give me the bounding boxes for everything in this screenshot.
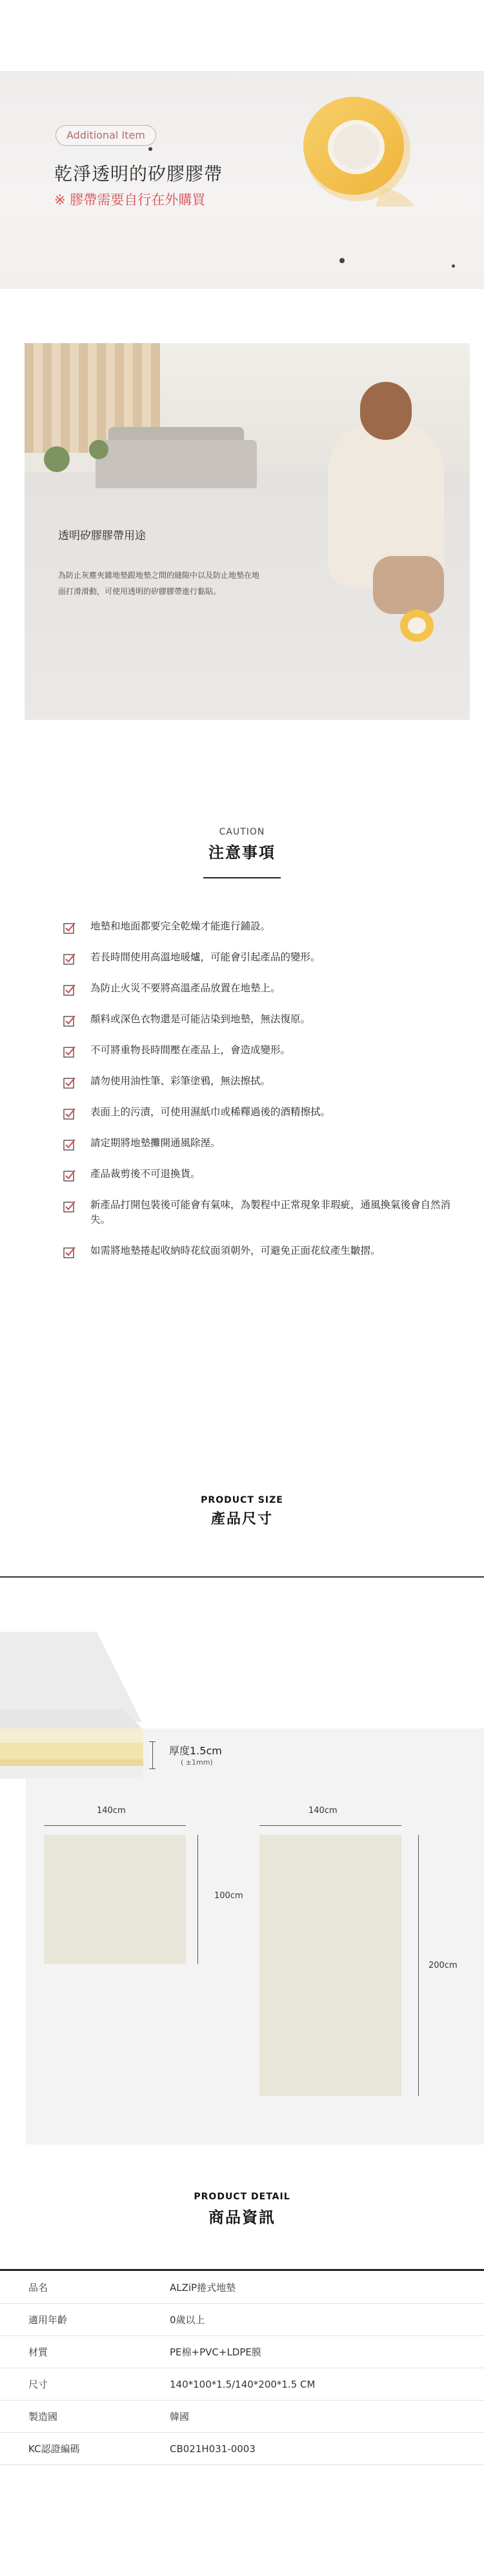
spec-row xyxy=(0,2368,484,2401)
mat-cross-section-icon xyxy=(0,1632,142,1722)
caution-item xyxy=(63,1136,450,1151)
silicone-tape-roll-icon xyxy=(298,90,414,206)
caution-item xyxy=(63,1012,450,1027)
detail-en: PRODUCT DETAIL xyxy=(194,2192,290,2202)
spec-row xyxy=(0,2433,484,2465)
spec-key: 製造國 xyxy=(0,2401,139,2433)
small-height-label: 100cm xyxy=(214,1891,243,1901)
caution-item-text: 請勿使用油性筆、彩筆塗鴉，無法擦拭。 xyxy=(90,1075,271,1087)
caution-item xyxy=(63,1243,450,1258)
detail-zh: 商品資訊 xyxy=(208,2208,276,2226)
caution-item xyxy=(63,981,450,996)
spec-value: 韓國 xyxy=(139,2401,484,2433)
caution-item-text: 請定期將地墊攤開通風除溼。 xyxy=(90,1137,221,1149)
spec-key: 材質 xyxy=(0,2336,139,2368)
checkbox-checked-icon xyxy=(63,1076,76,1089)
banner-note: ※ 膠帶需要自行在外購買 xyxy=(54,192,206,208)
size-divider xyxy=(0,1576,484,1578)
large-height-line xyxy=(418,1835,419,2096)
person-legs xyxy=(373,556,444,614)
usage-text: 為防止灰塵夾雜地墊跟地墊之間的縫隙中以及防止地墊在地面打滑滑動，可使用透明的矽膠膠帶進行黏貼。 xyxy=(58,571,260,596)
spec-value: 140*100*1.5/140*200*1.5 CM xyxy=(139,2368,484,2401)
additional-item-pill: Additional Item xyxy=(55,125,156,146)
size-header xyxy=(0,1495,484,1528)
caution-item xyxy=(63,1074,450,1089)
spec-key: KC認證編碼 xyxy=(0,2433,139,2465)
floor-speck xyxy=(148,147,152,151)
small-height-line xyxy=(197,1835,198,1964)
spec-row xyxy=(0,2401,484,2433)
spec-table xyxy=(0,2272,484,2465)
tape-roll-icon xyxy=(399,608,435,644)
thickness-tick xyxy=(149,1741,156,1742)
checkbox-checked-icon xyxy=(63,1169,76,1182)
spec-value: PE棉+PVC+LDPE膜 xyxy=(139,2336,484,2368)
spec-key: 品名 xyxy=(0,2272,139,2304)
large-width-line xyxy=(259,1825,401,1826)
checkbox-checked-icon xyxy=(63,1246,76,1259)
additional-item-banner xyxy=(0,71,484,289)
caution-item-text: 表面上的污漬，可使用濕紙巾或稀釋過後的酒精擦拭。 xyxy=(90,1106,331,1118)
thickness-bracket xyxy=(152,1741,153,1769)
plant xyxy=(89,440,108,459)
small-width-label: 140cm xyxy=(97,1806,126,1816)
large-mat xyxy=(259,1835,401,2096)
sofa xyxy=(96,440,257,488)
room-photo xyxy=(25,343,470,720)
caution-en: CAUTION xyxy=(219,827,265,837)
caution-list xyxy=(63,919,450,1274)
spec-row xyxy=(0,2272,484,2304)
checkbox-checked-icon xyxy=(63,922,76,935)
spec-row xyxy=(0,2304,484,2336)
floor-speck xyxy=(452,264,455,268)
thickness-tolerance: ( ±1mm) xyxy=(181,1758,213,1767)
size-zh: 產品尺寸 xyxy=(210,1511,273,1527)
checkbox-checked-icon xyxy=(63,953,76,966)
caution-item-text: 新產品打開包裝後可能會有氣味，為製程中正常現象非瑕疵，通風換氣後會自然消失。 xyxy=(90,1199,451,1225)
thickness-label: 厚度1.5cm xyxy=(169,1745,222,1757)
mat-layers-icon xyxy=(0,1709,155,1793)
checkbox-checked-icon xyxy=(63,1107,76,1120)
floor-speck xyxy=(339,258,345,263)
plant xyxy=(44,446,70,472)
caution-item-text: 若長時間使用高溫地暖爐，可能會引起產品的變形。 xyxy=(90,951,321,963)
spec-value: ALZiP捲式地墊 xyxy=(139,2272,484,2304)
checkbox-checked-icon xyxy=(63,984,76,996)
caution-item xyxy=(63,1198,450,1227)
spec-key: 適用年齡 xyxy=(0,2304,139,2336)
small-mat xyxy=(44,1835,186,1964)
caution-item-text: 顏料或深色衣物還是可能沾染到地墊，無法復原。 xyxy=(90,1013,311,1025)
caution-item xyxy=(63,1105,450,1120)
banner-title: 乾淨透明的矽膠膠帶 xyxy=(54,163,223,184)
detail-divider xyxy=(0,2269,484,2271)
spec-value: CB021H031-0003 xyxy=(139,2433,484,2465)
size-en: PRODUCT SIZE xyxy=(201,1495,283,1505)
spec-key: 尺寸 xyxy=(0,2368,139,2401)
checkbox-checked-icon xyxy=(63,1045,76,1058)
caution-item xyxy=(63,1167,450,1182)
checkbox-checked-icon xyxy=(63,1015,76,1027)
caution-item-text: 地墊和地面都要完全乾燥才能進行鋪設。 xyxy=(90,920,271,932)
caution-item xyxy=(63,1043,450,1058)
caution-item-text: 為防止火災不要將高溫產品放置在地墊上。 xyxy=(90,982,281,994)
large-height-label: 200cm xyxy=(429,1961,458,1970)
caution-item-text: 產品裁剪後不可退換貨。 xyxy=(90,1168,201,1180)
checkbox-checked-icon xyxy=(63,1138,76,1151)
caution-item-text: 不可將重物長時間壓在產品上，會造成變形。 xyxy=(90,1044,291,1056)
usage-title: 透明矽膠膠帶用途 xyxy=(58,530,146,542)
caution-item xyxy=(63,950,450,965)
checkbox-checked-icon xyxy=(63,1200,76,1213)
large-width-label: 140cm xyxy=(308,1806,338,1816)
caution-zh: 注意事項 xyxy=(208,844,276,862)
caution-underline xyxy=(203,877,281,878)
detail-header xyxy=(0,2192,484,2227)
person-head xyxy=(360,382,412,440)
spec-value: 0歲以上 xyxy=(139,2304,484,2336)
caution-header xyxy=(0,827,484,862)
spec-row xyxy=(0,2336,484,2368)
caution-item xyxy=(63,919,450,934)
small-width-line xyxy=(44,1825,186,1826)
caution-item-text: 如需將地墊捲起收納時花紋面須朝外，可避免正面花紋產生皺摺。 xyxy=(90,1245,381,1256)
